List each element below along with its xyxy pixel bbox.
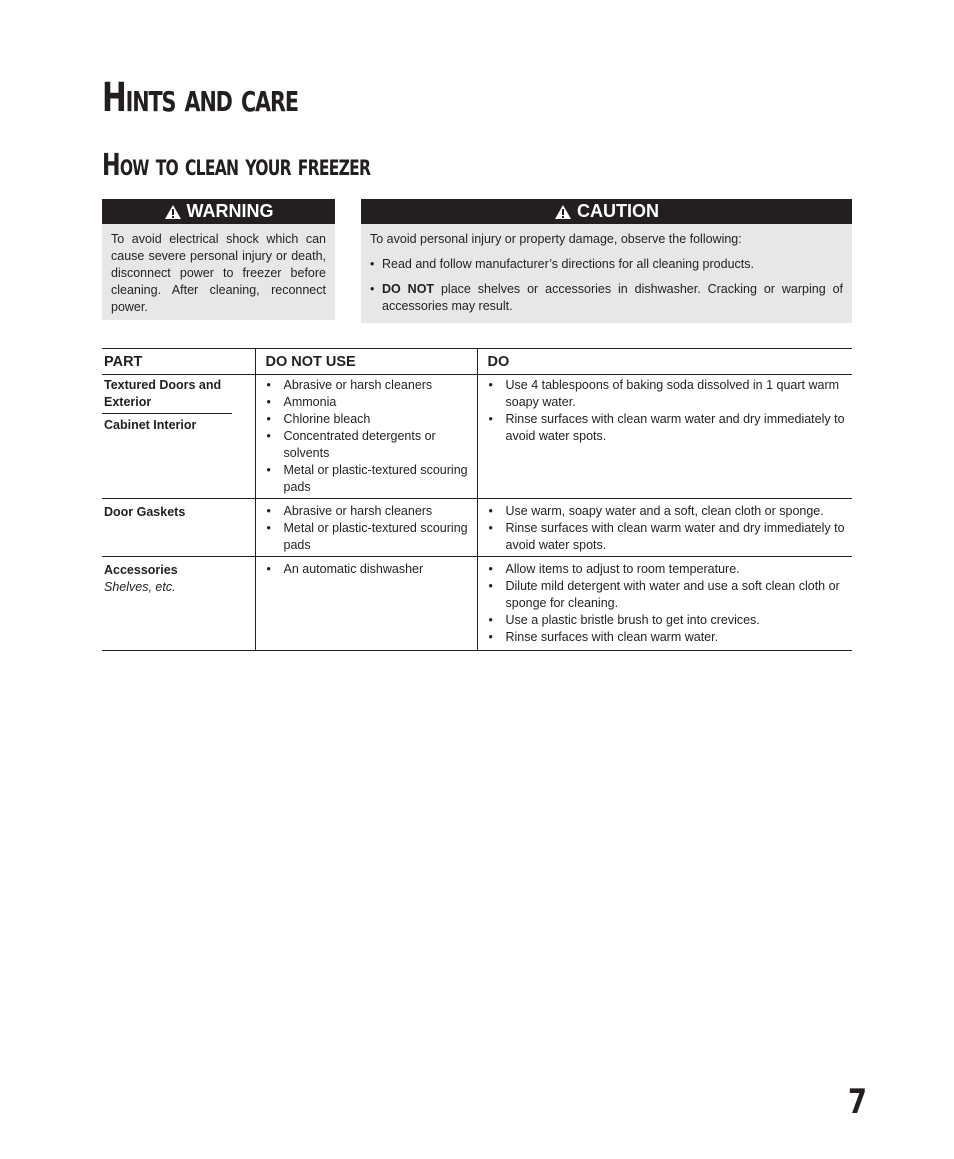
header-do: DO <box>477 349 852 375</box>
caution-body <box>361 224 852 315</box>
warning-text: To avoid electrical shock which can cause severe personal injury or death, disconnect power to freezer before cleaning. After cleaning, reconnect power. <box>111 232 326 314</box>
list-item: • Rinse surfaces with clean warm water. <box>488 629 853 646</box>
list-item: • Use warm, soapy water and a soft, clean cloth or sponge. <box>488 503 853 520</box>
list-item: • Rinse surfaces with clean warm water and dry immediately to avoid water spots. <box>488 411 853 445</box>
list-item: • Concentrated detergents or solvents <box>266 428 477 462</box>
section-title: How to clean your freezer <box>102 148 371 183</box>
table-row <box>102 375 852 499</box>
do-cell <box>477 375 852 499</box>
list-item: • Chlorine bleach <box>266 411 477 428</box>
table-row <box>102 499 852 557</box>
list-item: • Metal or plastic-textured scouring pads <box>266 520 477 554</box>
page-title: Hints and care <box>102 75 298 121</box>
part-name <box>102 560 255 598</box>
warning-header <box>102 199 335 224</box>
warning-box <box>102 199 335 320</box>
part-cell <box>102 375 255 499</box>
caution-item: • Read and follow manufacturer’s directions for all cleaning products. <box>370 256 843 273</box>
part-cell <box>102 557 255 651</box>
warning-triangle-icon <box>164 204 182 220</box>
do-not-use-cell <box>255 499 477 557</box>
part-name: Door Gaskets <box>104 505 186 519</box>
table-row <box>102 557 852 651</box>
page-number: 7 <box>848 1082 867 1122</box>
list-item: • An automatic dishwasher <box>266 561 477 578</box>
list-item: • Use a plastic bristle brush to get into crevices. <box>488 612 853 629</box>
part-note: Shelves, etc. <box>104 580 176 594</box>
part-name: Cabinet Interior <box>104 418 197 432</box>
list-item: • Rinse surfaces with clean warm water and dry immediately to avoid water spots. <box>488 520 853 554</box>
do-not-use-cell <box>255 557 477 651</box>
header-do-not-use: DO NOT USE <box>255 349 477 375</box>
caution-box <box>361 199 852 323</box>
header-part: PART <box>102 349 255 375</box>
caution-emphasis: DO NOT <box>382 282 435 296</box>
part-name: Textured Doors and Exterior <box>102 375 232 414</box>
caution-item <box>370 281 843 315</box>
part-cell <box>102 499 255 557</box>
part-title: Accessories <box>104 563 178 577</box>
list-item: • Dilute mild detergent with water and use a soft clean cloth or sponge for cleaning. <box>488 578 853 612</box>
cleaning-table <box>102 348 852 651</box>
table-header-row <box>102 349 852 375</box>
list-item: • Ammonia <box>266 394 477 411</box>
caution-label: CAUTION <box>577 201 659 221</box>
list-item: • Abrasive or harsh cleaners <box>266 377 477 394</box>
caution-header <box>361 199 852 224</box>
list-item: • Use 4 tablespoons of baking soda dissolved in 1 quart warm soapy water. <box>488 377 853 411</box>
list-item: • Allow items to adjust to room temperature. <box>488 561 853 578</box>
caution-item-text: place shelves or accessories in dishwasher. Cracking or warping of accessories may result. <box>382 282 844 313</box>
warning-label: WARNING <box>186 201 274 221</box>
list-item: • Metal or plastic-textured scouring pads <box>266 462 477 496</box>
do-not-use-cell <box>255 375 477 499</box>
caution-intro: To avoid personal injury or property damage, observe the following: <box>370 232 742 246</box>
warning-triangle-icon <box>554 204 572 220</box>
do-cell <box>477 557 852 651</box>
list-item: • Abrasive or harsh cleaners <box>266 503 477 520</box>
do-cell <box>477 499 852 557</box>
